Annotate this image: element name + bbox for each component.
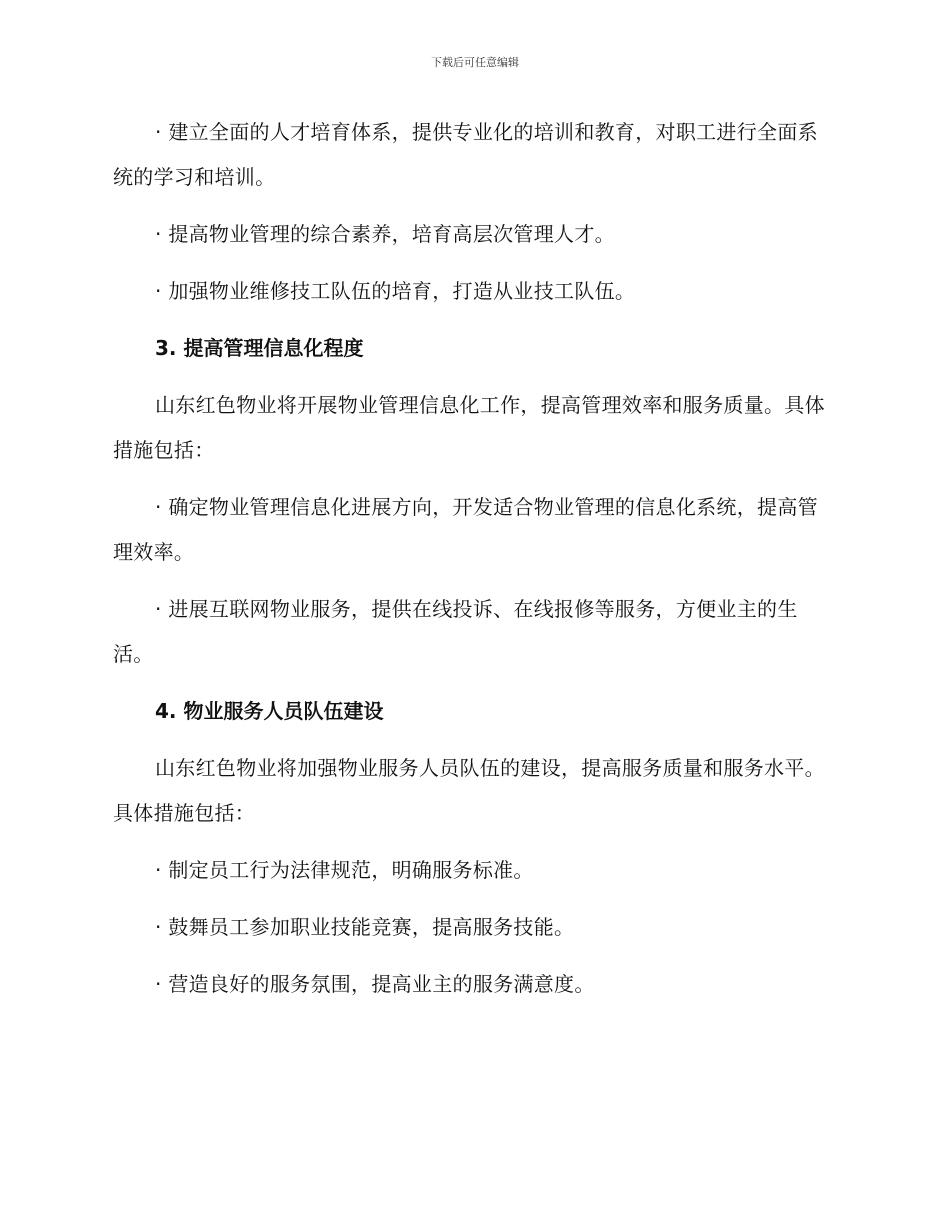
bullet-paragraph: · 建立全面的人才培育体系，提供专业化的培训和教育，对职工进行全面系统的学习和培训。 bbox=[113, 120, 818, 189]
bullet-paragraph: · 鼓舞员工参加职业技能竞赛，提高服务技能。 bbox=[155, 915, 575, 939]
section-heading: 4. 物业服务人员队伍建设 bbox=[155, 699, 384, 723]
bullet-paragraph: · 确定物业管理信息化进展方向，开发适合物业管理的信息化系统，提高管理效率。 bbox=[113, 495, 818, 564]
bullet-paragraph: · 加强物业维修技工队伍的培育，打造从业技工队伍。 bbox=[155, 279, 636, 303]
body-paragraph: 山东红色物业将开展物业管理信息化工作，提高管理效率和服务质量。具体措施包括： bbox=[113, 393, 825, 462]
page-header: 下载后可任意编辑 bbox=[431, 56, 519, 69]
bullet-paragraph: · 营造良好的服务氛围，提高业主的服务满意度。 bbox=[155, 972, 595, 996]
bullet-paragraph: · 提高物业管理的综合素养，培育高层次管理人才。 bbox=[155, 222, 615, 246]
body-paragraph: 山东红色物业将加强物业服务人员队伍的建设，提高服务质量和服务水平。具体措施包括： bbox=[113, 756, 825, 825]
bullet-paragraph: · 制定员工行为法律规范，明确服务标准。 bbox=[155, 858, 534, 882]
bullet-paragraph: · 进展互联网物业服务，提供在线投诉、在线报修等服务，方便业主的生活。 bbox=[113, 597, 798, 666]
section-heading: 3. 提高管理信息化程度 bbox=[155, 336, 364, 360]
document-body bbox=[113, 110, 831, 1019]
